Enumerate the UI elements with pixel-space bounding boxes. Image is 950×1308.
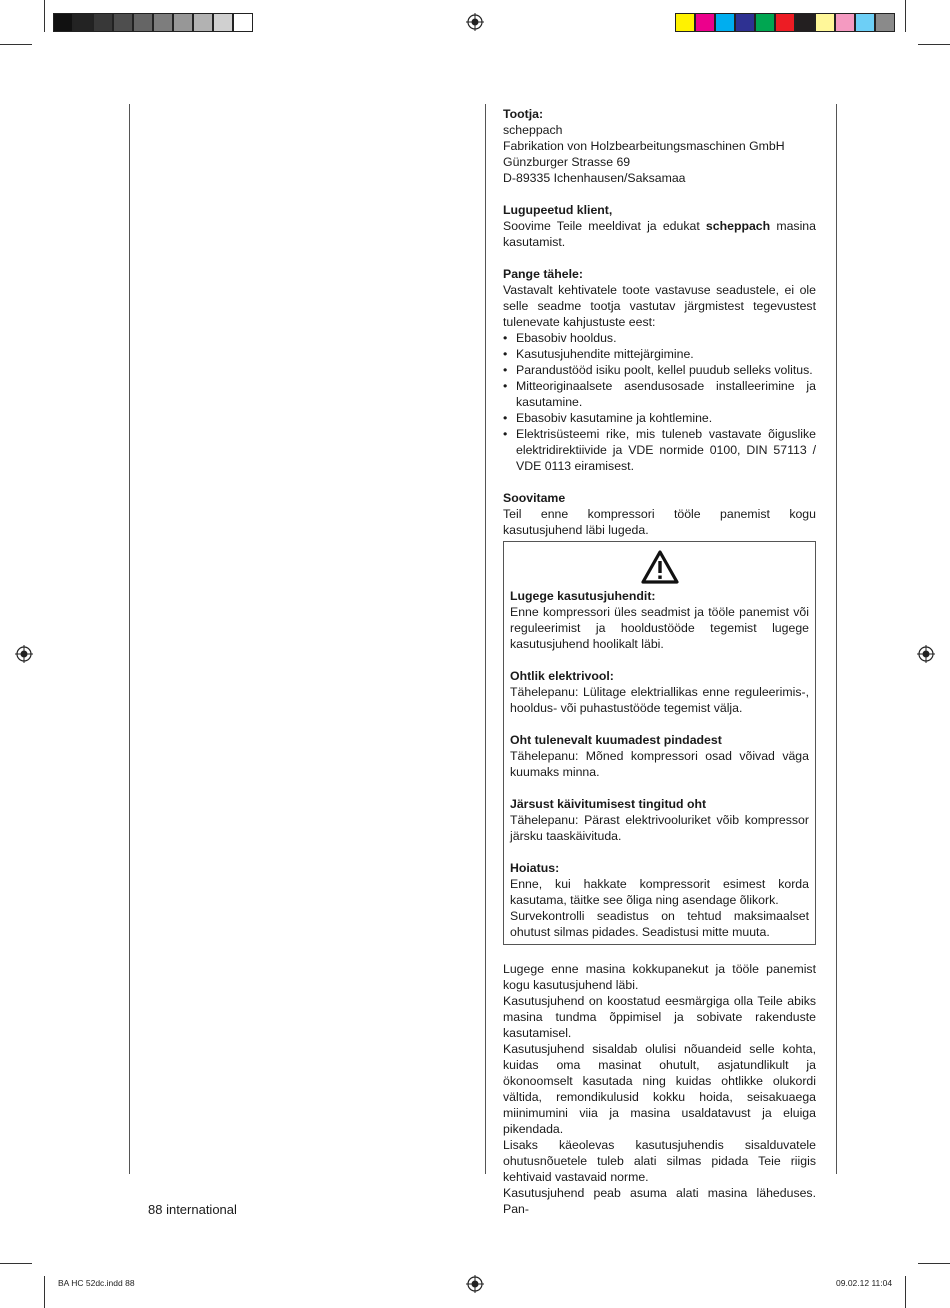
right-column-rule: [836, 104, 837, 1174]
crop-mark: [0, 44, 32, 45]
manufacturer-line: Fabrikation von Holzbearbeitungsmaschinen GmbH: [503, 139, 785, 153]
warning-triangle-icon: [641, 550, 679, 584]
registration-mark-icon: [466, 13, 484, 31]
list-item: • Kasutusjuhendite mittejärgimine.: [503, 346, 816, 362]
safety-heading: Hoiatus:: [510, 861, 560, 875]
gray-swatch: [73, 13, 93, 32]
registration-mark-icon: [917, 645, 935, 663]
liability-list: [503, 330, 816, 474]
safety-heading: Lugege kasutusjuhendit:: [510, 589, 656, 603]
manufacturer-line: Günzburger Strasse 69: [503, 155, 631, 169]
list-item: • Parandustööd isiku poolt, kellel puudub selleks volitus.: [503, 362, 816, 378]
crop-mark: [44, 0, 45, 32]
gray-swatch: [193, 13, 213, 32]
registration-mark-icon: [466, 1275, 484, 1293]
color-swatch: [715, 13, 735, 32]
gray-swatch: [233, 13, 253, 32]
middle-column-rule: [485, 104, 486, 1174]
color-swatch: [695, 13, 715, 32]
recommend-text: Teil enne kompressori tööle panemist kogu kasutusjuhend läbi lugeda.: [503, 507, 816, 537]
safety-text: Tähelepanu: Pärast elektrivooluriket võib kompressor järsku taaskäivituda.: [510, 813, 809, 843]
safety-heading: Järsust käivitumisest tingitud oht: [510, 797, 707, 811]
registration-mark-icon: [15, 645, 33, 663]
safety-text: Enne, kui hakkate kompressorit esimest korda kasutama, täitke see õliga ning asendage õlikork.: [510, 877, 809, 907]
safety-heading: Ohtlik elektrivool:: [510, 669, 614, 683]
notice-intro: Vastavalt kehtivatele toote vastavuse seadustele, ei ole selle seadme tootja vastutav järgmistest tegevustest tulenevate kahjustuste eest:: [503, 283, 816, 329]
safety-text: Tähelepanu: Mõned kompressori osad võivad väga kuumaks minna.: [510, 749, 809, 779]
color-swatch: [755, 13, 775, 32]
greeting-heading: Lugupeetud klient,: [503, 203, 613, 217]
body-paragraph: Kasutusjuhend on koostatud eesmärgiga olla Teile abiks masina tundma õppimisel ja sobivate rakenduste kasutamisel.: [503, 994, 816, 1040]
color-swatch: [815, 13, 835, 32]
safety-text: Tähelepanu: Lülitage elektriallikas enne reguleerimis-, hooldus- või puhastustööde tegemist välja.: [510, 685, 809, 715]
manufacturer-line: scheppach: [503, 123, 563, 137]
safety-text: Enne kompressori üles seadmist ja tööle panemist või reguleerimist ja hooldustööde tegemist lugege kasutusjuhend hoolikalt läbi.: [510, 605, 809, 651]
page-number: 88 international: [148, 1202, 237, 1217]
safety-warning-box: [503, 541, 816, 945]
body-paragraph: Lisaks käeolevas kasutusjuhendis sisalduvatele ohutusnõuetele tuleb alati silmas pidada Teie riigis kehtivaid vastavaid norme.: [503, 1138, 816, 1184]
body-paragraph: Lugege enne masina kokkupanekut ja tööle panemist kogu kasutusjuhend läbi.: [503, 962, 816, 992]
color-swatch: [835, 13, 855, 32]
brand-name: scheppach: [705, 219, 771, 233]
safety-heading: Oht tulenevalt kuumadest pindadest: [510, 733, 722, 747]
gray-swatch: [53, 13, 73, 32]
recommend-heading: Soovitame: [503, 491, 566, 505]
safety-text: Survekontrolli seadistus on tehtud maksimaalset ohutust silmas pidades. Seadistusi mitte muuta.: [510, 909, 809, 939]
crop-mark: [918, 44, 950, 45]
gray-swatch: [113, 13, 133, 32]
crop-mark: [905, 0, 906, 32]
color-swatch: [775, 13, 795, 32]
gray-swatch: [133, 13, 153, 32]
list-item: • Mitteoriginaalsete asendusosade installeerimine ja kasutamine.: [503, 378, 816, 410]
list-item: • Ebasobiv kasutamine ja kohtlemine.: [503, 410, 816, 426]
left-column-rule: [129, 104, 130, 1174]
date-slug: 09.02.12 11:04: [836, 1278, 893, 1288]
gray-swatch: [173, 13, 193, 32]
gray-swatch: [93, 13, 113, 32]
gray-swatch: [213, 13, 233, 32]
crop-mark: [44, 1276, 45, 1308]
file-slug: BA HC 52dc.indd 88: [58, 1278, 135, 1288]
notice-heading: Pange tähele:: [503, 267, 583, 281]
list-item: • Ebasobiv hooldus.: [503, 330, 816, 346]
crop-mark: [918, 1263, 950, 1264]
color-swatch: [795, 13, 815, 32]
manufacturer-heading: Tootja:: [503, 107, 544, 121]
gray-swatch: [153, 13, 173, 32]
color-swatch: [675, 13, 695, 32]
content-column: [503, 106, 816, 1217]
body-paragraph: Kasutusjuhend sisaldab olulisi nõuandeid selle kohta, kuidas oma masinat ohutult, asjatundlikult ja ökonoomselt kasutada ning kuidas ohtlikke olukordi vältida, remondikulusid kokku hoida, seisakuaega miinimumini viia ja masina usaldatavust ja eluiga pikendada.: [503, 1042, 816, 1136]
crop-mark: [0, 1263, 32, 1264]
color-swatch: [875, 13, 895, 32]
manufacturer-line: D-89335 Ichenhausen/Saksamaa: [503, 171, 686, 185]
color-swatch: [735, 13, 755, 32]
crop-mark: [905, 1276, 906, 1308]
list-item: • Elektrisüsteemi rike, mis tuleneb vastavate õiguslike elektridirektiivide ja VDE normide 0100, DIN 57113 / VDE 0113 eiramisest.: [503, 426, 816, 474]
body-paragraph: Kasutusjuhend peab asuma alati masina läheduses. Pan-: [503, 1186, 816, 1216]
greeting-text: Soovime Teile meeldivat ja edukat scheppach masina kasutamist.: [503, 219, 816, 249]
color-swatch: [855, 13, 875, 32]
